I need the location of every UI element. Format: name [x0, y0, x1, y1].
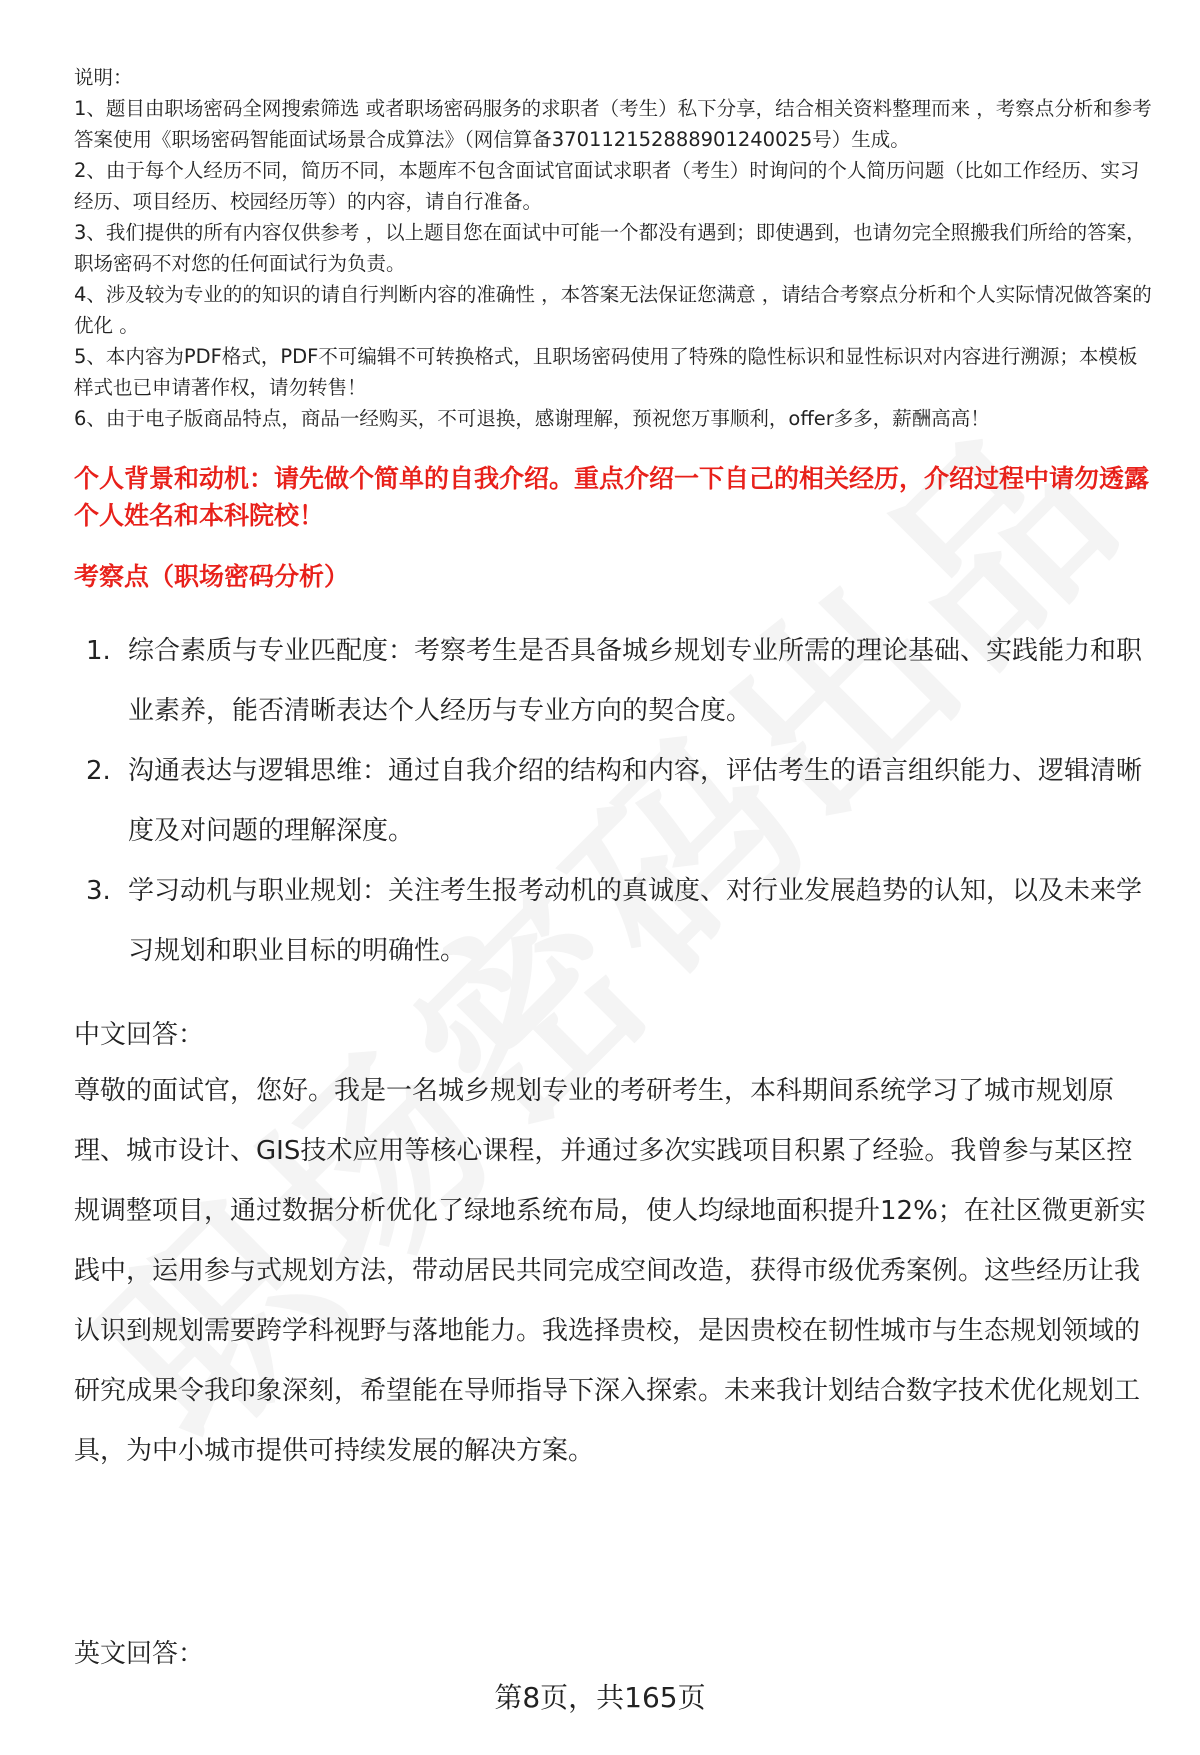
question-heading: 个人背景和动机：请先做个简单的自我介绍。重点介绍一下自己的相关经历，介绍过程中请勿透露个人姓名和本科院校！	[74, 464, 1150, 530]
analysis-point-text: 学习动机与职业规划：关注考生报考动机的真诚度、对行业发展趋势的认知，以及未来学习规划和职业目标的明确性。	[128, 876, 1143, 966]
analysis-point	[74, 621, 1154, 741]
page-number-footer: 第8页，共165页	[494, 1681, 706, 1714]
analysis-point	[74, 741, 1154, 861]
notes-item: 4、涉及较为专业的的知识的请自行判断内容的准确性 ，本答案无法保证您满意 ，请结合考察点分析和个人实际情况做答案的优化 。	[74, 283, 1152, 337]
analysis-point-number: 1.	[86, 636, 111, 666]
analysis-points-list	[74, 621, 1154, 981]
notes-item: 2、由于每个人经历不同，简历不同，本题库不包含面试官面试求职者（考生）时询问的个人简历问题（比如工作经历、实习经历、项目经历、校园经历等）的内容，请自行准备。	[74, 159, 1140, 213]
analysis-point	[74, 861, 1154, 981]
notes-item: 3、我们提供的所有内容仅供参考 ，以上题目您在面试中可能一个都没有遇到；即使遇到，也请勿完全照搬我们所给的答案，职场密码不对您的任何面试行为负责。	[74, 221, 1146, 275]
analysis-point-number: 3.	[86, 876, 111, 906]
chinese-answer-text: 尊敬的面试官，您好。我是一名城乡规划专业的考研考生，本科期间系统学习了城市规划原理、城市设计、GIS技术应用等核心课程，并通过多次实践项目积累了经验。我曾参与某区控规调整项目，通过数据分析优化了绿地系统布局，使人均绿地面积提升12%；在社区微更新实践中，运用参与式规划方法，带动居民共同完成空间改造，获得市级优秀案例。这些经历让我认识到规划需要跨学科视野与落地能力。我选择贵校，是因贵校在韧性城市与生态规划领域的研究成果令我印象深刻，希望能在导师指导下深入探索。未来我计划结合数字技术优化规划工具，为中小城市提供可持续发展的解决方案。	[74, 1076, 1146, 1466]
analysis-point-text: 沟通表达与逻辑思维：通过自我介绍的结构和内容，评估考生的语言组织能力、逻辑清晰度及对问题的理解深度。	[128, 756, 1143, 846]
notes-item: 5、本内容为PDF格式，PDF不可编辑不可转换格式，且职场密码使用了特殊的隐性标识和显性标识对内容进行溯源；本模板样式也已申请著作权，请勿转售！	[74, 345, 1138, 399]
document-page	[74, 62, 1154, 1481]
analysis-title: 考察点（职场密码分析）	[74, 562, 350, 591]
chinese-answer-label: 中文回答：	[74, 1020, 205, 1050]
analysis-point-text: 综合素质与专业匹配度：考察考生是否具备城乡规划专业所需的理论基础、实践能力和职业素养，能否清晰表达个人经历与专业方向的契合度。	[128, 636, 1143, 726]
notes-title: 说明：	[74, 66, 133, 89]
notes-section	[74, 62, 1154, 434]
notes-item: 6、由于电子版商品特点，商品一经购买，不可退换，感谢理解，预祝您万事顺利，offer多多，薪酬高高！	[74, 407, 990, 430]
english-answer-label: 英文回答：	[74, 1639, 205, 1669]
analysis-point-number: 2.	[86, 756, 111, 786]
notes-item: 1、题目由职场密码全网搜索筛选 或者职场密码服务的求职者（考生）私下分享，结合相关资料整理而来 ，考察点分析和参考答案使用《职场密码智能面试场景合成算法》（网信算备370112152888901240025号）生成。	[74, 97, 1152, 151]
